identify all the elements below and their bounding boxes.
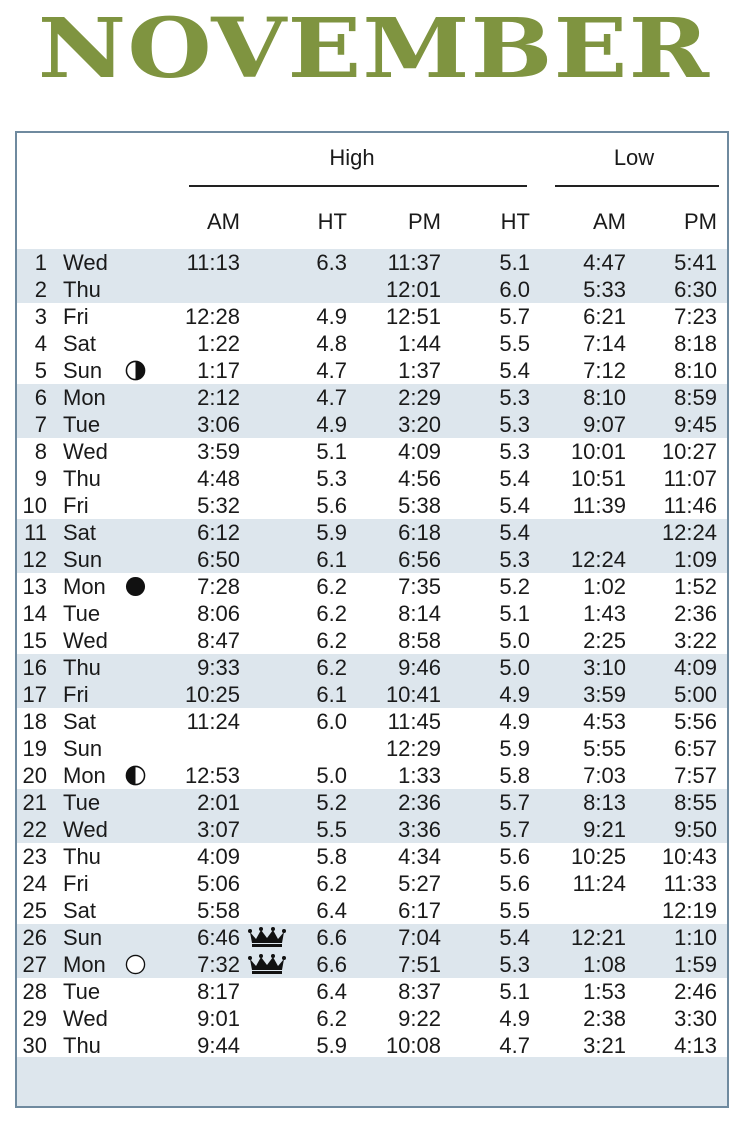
low-pm-time: 9:45 xyxy=(674,412,717,437)
high-am-height: 6.4 xyxy=(316,898,347,923)
day-of-week: Mon xyxy=(63,952,106,977)
table-row xyxy=(17,735,727,762)
day-of-week: Wed xyxy=(63,250,108,275)
col-header-low-pm: PM xyxy=(684,209,717,234)
high-am-time: 3:07 xyxy=(197,817,240,842)
high-am-time: 7:28 xyxy=(197,574,240,599)
low-tide-header: Low xyxy=(613,145,655,170)
high-am-time: 8:06 xyxy=(197,601,240,626)
day-of-week: Thu xyxy=(63,1033,101,1058)
low-pm-time: 4:13 xyxy=(674,1033,717,1058)
day-number: 14 xyxy=(22,601,47,626)
high-am-time: 1:22 xyxy=(197,331,240,356)
low-pm-time: 12:19 xyxy=(661,898,717,923)
table-row xyxy=(17,708,727,735)
high-am-time: 9:01 xyxy=(197,1006,240,1031)
low-pm-time: 9:50 xyxy=(674,817,717,842)
day-of-week: Sat xyxy=(63,331,97,356)
day-number: 25 xyxy=(22,898,47,923)
table-row xyxy=(17,1005,727,1032)
col-header-high-pm-ht: HT xyxy=(500,209,530,234)
day-number: 15 xyxy=(22,628,47,653)
table-row xyxy=(17,627,727,654)
low-pm-time: 6:30 xyxy=(674,277,717,302)
low-pm-time: 10:43 xyxy=(661,844,717,869)
high-pm-time: 4:09 xyxy=(398,439,441,464)
day-of-week: Fri xyxy=(63,871,89,896)
high-am-height: 5.8 xyxy=(316,844,347,869)
high-pm-time: 7:35 xyxy=(398,574,441,599)
table-row xyxy=(17,519,727,546)
high-pm-height: 5.7 xyxy=(499,817,530,842)
high-am-height: 5.1 xyxy=(316,439,347,464)
high-am-time: 5:32 xyxy=(197,493,240,518)
table-row xyxy=(17,816,727,843)
low-pm-time: 7:23 xyxy=(674,304,717,329)
high-am-height: 6.0 xyxy=(316,709,347,734)
table-row xyxy=(17,249,727,276)
table-row xyxy=(17,870,727,897)
day-of-week: Sun xyxy=(63,547,103,572)
low-am-time: 7:12 xyxy=(583,358,626,383)
day-of-week: Fri xyxy=(63,493,89,518)
low-am-time: 7:14 xyxy=(583,331,626,356)
day-of-week: Sat xyxy=(63,898,97,923)
first-quarter-moon-icon xyxy=(125,765,146,786)
high-am-height: 6.2 xyxy=(316,574,347,599)
table-row xyxy=(17,978,727,1005)
day-number: 23 xyxy=(22,844,47,869)
high-pm-time: 6:17 xyxy=(398,898,441,923)
table-row xyxy=(17,411,727,438)
high-am-height: 4.7 xyxy=(316,358,347,383)
day-of-week: Wed xyxy=(63,817,108,842)
high-pm-height: 5.4 xyxy=(499,493,530,518)
high-pm-height: 5.7 xyxy=(499,790,530,815)
high-am-height: 5.9 xyxy=(316,520,347,545)
table-row xyxy=(17,897,727,924)
high-am-height: 4.9 xyxy=(316,304,347,329)
high-pm-height: 5.3 xyxy=(499,385,530,410)
low-am-time: 3:10 xyxy=(583,655,626,680)
day-of-week: Mon xyxy=(63,574,106,599)
high-am-time: 8:17 xyxy=(197,979,240,1004)
table-row xyxy=(17,330,727,357)
high-am-height: 5.9 xyxy=(316,1033,347,1058)
high-pm-height: 4.9 xyxy=(499,1006,530,1031)
day-number: 2 xyxy=(34,277,47,302)
day-number: 10 xyxy=(22,493,47,518)
high-tide-header: High xyxy=(329,145,375,170)
day-number: 8 xyxy=(34,439,47,464)
high-pm-time: 8:14 xyxy=(398,601,441,626)
day-of-week: Mon xyxy=(63,385,106,410)
table-row xyxy=(17,546,727,573)
high-pm-height: 5.4 xyxy=(499,466,530,491)
crown-icon xyxy=(247,926,287,948)
high-pm-height: 5.0 xyxy=(499,655,530,680)
low-pm-time: 1:09 xyxy=(674,547,717,572)
high-header-rule xyxy=(189,185,527,187)
day-number: 27 xyxy=(22,952,47,977)
day-of-week: Thu xyxy=(63,277,101,302)
high-am-height: 6.2 xyxy=(316,655,347,680)
low-pm-time: 11:33 xyxy=(663,871,717,896)
high-am-height: 4.7 xyxy=(316,385,347,410)
day-of-week: Sun xyxy=(63,925,103,950)
day-number: 26 xyxy=(22,925,47,950)
table-row xyxy=(17,654,727,681)
high-pm-time: 4:56 xyxy=(398,466,441,491)
table-row xyxy=(17,843,727,870)
crown-icon xyxy=(247,953,287,975)
tide-table-body xyxy=(17,133,727,1057)
day-number: 12 xyxy=(22,547,47,572)
high-am-height: 5.0 xyxy=(316,763,347,788)
day-number: 19 xyxy=(22,736,47,761)
low-pm-time: 11:46 xyxy=(663,493,717,518)
high-pm-time: 7:51 xyxy=(398,952,441,977)
day-of-week: Fri xyxy=(63,682,89,707)
high-am-height: 6.3 xyxy=(316,250,347,275)
high-am-height: 6.6 xyxy=(316,925,347,950)
day-of-week: Tue xyxy=(63,412,101,437)
high-pm-time: 7:04 xyxy=(398,925,441,950)
day-number: 29 xyxy=(22,1006,47,1031)
high-am-height: 6.1 xyxy=(316,682,347,707)
day-of-week: Thu xyxy=(63,466,101,491)
high-am-time: 4:09 xyxy=(197,844,240,869)
high-am-time: 4:48 xyxy=(197,466,240,491)
high-pm-time: 12:01 xyxy=(385,277,441,302)
high-pm-height: 4.9 xyxy=(499,709,530,734)
high-am-time: 2:01 xyxy=(197,790,240,815)
low-am-time: 11:39 xyxy=(572,493,626,518)
low-pm-time: 4:09 xyxy=(674,655,717,680)
high-pm-height: 5.3 xyxy=(499,412,530,437)
low-am-time: 1:08 xyxy=(583,952,626,977)
table-row xyxy=(17,573,727,600)
high-pm-height: 5.4 xyxy=(499,925,530,950)
high-am-time: 11:24 xyxy=(186,709,240,734)
low-pm-time: 7:57 xyxy=(674,763,717,788)
high-pm-height: 5.0 xyxy=(499,628,530,653)
high-am-height: 6.2 xyxy=(316,871,347,896)
new-moon-icon xyxy=(125,576,146,597)
low-am-time: 10:25 xyxy=(570,844,626,869)
day-number: 4 xyxy=(34,331,47,356)
day-of-week: Wed xyxy=(63,439,108,464)
high-pm-time: 1:44 xyxy=(398,331,441,356)
high-pm-height: 5.3 xyxy=(499,547,530,572)
low-am-time: 7:03 xyxy=(583,763,626,788)
low-am-time: 5:33 xyxy=(583,277,626,302)
low-header-rule xyxy=(555,185,719,187)
day-number: 21 xyxy=(22,790,47,815)
page-title: NOVEMBER xyxy=(37,1,711,97)
day-of-week: Tue xyxy=(63,979,101,1004)
high-pm-time: 4:34 xyxy=(398,844,441,869)
high-am-time: 6:12 xyxy=(197,520,240,545)
high-pm-height: 5.5 xyxy=(499,898,530,923)
low-am-time: 3:59 xyxy=(583,682,626,707)
high-am-height: 6.6 xyxy=(316,952,347,977)
high-pm-time: 6:56 xyxy=(398,547,441,572)
high-pm-time: 5:27 xyxy=(398,871,441,896)
high-pm-time: 8:58 xyxy=(398,628,441,653)
col-header-high-pm: PM xyxy=(408,209,441,234)
high-pm-time: 1:37 xyxy=(398,358,441,383)
day-of-week: Sat xyxy=(63,709,97,734)
high-am-time: 7:32 xyxy=(197,952,240,977)
low-am-time: 10:51 xyxy=(570,466,626,491)
low-am-time: 12:21 xyxy=(570,925,626,950)
day-of-week: Sat xyxy=(63,520,97,545)
table-row xyxy=(17,681,727,708)
high-pm-height: 5.9 xyxy=(499,736,530,761)
high-am-time: 8:47 xyxy=(197,628,240,653)
col-header-high-am-ht: HT xyxy=(317,209,347,234)
low-am-time: 2:38 xyxy=(583,1006,626,1031)
high-pm-time: 6:18 xyxy=(398,520,441,545)
high-am-time: 1:17 xyxy=(197,358,240,383)
high-am-time: 6:46 xyxy=(197,925,240,950)
day-number: 30 xyxy=(22,1033,47,1058)
high-pm-height: 4.7 xyxy=(499,1033,530,1058)
high-am-time: 3:59 xyxy=(197,439,240,464)
low-pm-time: 2:46 xyxy=(674,979,717,1004)
low-pm-time: 8:59 xyxy=(674,385,717,410)
high-pm-time: 10:08 xyxy=(385,1033,441,1058)
high-pm-height: 5.4 xyxy=(499,358,530,383)
low-am-time: 3:21 xyxy=(583,1033,626,1058)
high-am-height: 6.2 xyxy=(316,601,347,626)
low-pm-time: 8:10 xyxy=(674,358,717,383)
high-am-height: 5.6 xyxy=(316,493,347,518)
low-am-time: 1:02 xyxy=(583,574,626,599)
table-row xyxy=(17,600,727,627)
low-am-time: 9:07 xyxy=(583,412,626,437)
day-of-week: Sun xyxy=(63,358,103,383)
low-am-time: 1:53 xyxy=(583,979,626,1004)
high-am-time: 3:06 xyxy=(197,412,240,437)
high-pm-time: 9:46 xyxy=(398,655,441,680)
table-row xyxy=(17,762,727,789)
high-am-time: 9:33 xyxy=(197,655,240,680)
low-am-time: 1:43 xyxy=(583,601,626,626)
high-pm-height: 5.1 xyxy=(499,601,530,626)
low-pm-time: 10:27 xyxy=(661,439,717,464)
low-am-time: 12:24 xyxy=(570,547,626,572)
low-pm-time: 1:10 xyxy=(674,925,717,950)
day-number: 9 xyxy=(34,466,47,491)
high-am-height: 5.5 xyxy=(316,817,347,842)
day-of-week: Fri xyxy=(63,304,89,329)
low-pm-time: 3:30 xyxy=(674,1006,717,1031)
low-pm-time: 2:36 xyxy=(674,601,717,626)
high-am-height: 6.1 xyxy=(316,547,347,572)
day-of-week: Mon xyxy=(63,763,106,788)
day-number: 7 xyxy=(34,412,47,437)
day-of-week: Sun xyxy=(63,736,103,761)
table-row xyxy=(17,438,727,465)
day-number: 28 xyxy=(22,979,47,1004)
low-am-time: 4:53 xyxy=(583,709,626,734)
low-pm-time: 8:55 xyxy=(674,790,717,815)
last-quarter-moon-icon xyxy=(125,360,146,381)
table-row xyxy=(17,789,727,816)
high-pm-height: 5.3 xyxy=(499,439,530,464)
high-pm-time: 2:29 xyxy=(398,385,441,410)
high-pm-height: 5.6 xyxy=(499,844,530,869)
high-pm-time: 9:22 xyxy=(398,1006,441,1031)
table-row xyxy=(17,276,727,303)
low-pm-time: 5:41 xyxy=(674,250,717,275)
high-am-time: 5:58 xyxy=(197,898,240,923)
low-pm-time: 11:07 xyxy=(663,466,717,491)
high-am-time: 12:53 xyxy=(184,763,240,788)
high-am-time: 5:06 xyxy=(197,871,240,896)
day-number: 18 xyxy=(22,709,47,734)
full-moon-icon xyxy=(125,954,146,975)
high-pm-time: 12:51 xyxy=(385,304,441,329)
table-row xyxy=(17,384,727,411)
day-number: 16 xyxy=(22,655,47,680)
low-am-time: 8:10 xyxy=(583,385,626,410)
table-row xyxy=(17,465,727,492)
col-header-high-am: AM xyxy=(207,209,240,234)
day-number: 11 xyxy=(24,520,47,545)
high-pm-height: 5.4 xyxy=(499,520,530,545)
low-am-time: 2:25 xyxy=(583,628,626,653)
low-pm-time: 1:52 xyxy=(674,574,717,599)
low-pm-time: 8:18 xyxy=(674,331,717,356)
tide-table xyxy=(15,131,729,1108)
day-of-week: Wed xyxy=(63,628,108,653)
high-am-time: 9:44 xyxy=(197,1033,240,1058)
table-row xyxy=(17,924,727,951)
high-pm-time: 5:38 xyxy=(398,493,441,518)
high-pm-time: 3:36 xyxy=(398,817,441,842)
low-pm-time: 5:56 xyxy=(674,709,717,734)
low-am-time: 6:21 xyxy=(583,304,626,329)
high-am-height: 6.2 xyxy=(316,628,347,653)
high-pm-height: 5.7 xyxy=(499,304,530,329)
high-pm-height: 5.5 xyxy=(499,331,530,356)
high-pm-height: 4.9 xyxy=(499,682,530,707)
high-am-height: 4.8 xyxy=(316,331,347,356)
high-pm-time: 11:37 xyxy=(387,250,441,275)
low-am-time: 4:47 xyxy=(583,250,626,275)
low-am-time: 8:13 xyxy=(583,790,626,815)
high-pm-time: 1:33 xyxy=(398,763,441,788)
high-pm-height: 5.3 xyxy=(499,952,530,977)
day-number: 24 xyxy=(22,871,47,896)
low-pm-time: 12:24 xyxy=(661,520,717,545)
day-number: 20 xyxy=(22,763,47,788)
high-am-time: 12:28 xyxy=(184,304,240,329)
high-am-time: 2:12 xyxy=(197,385,240,410)
high-pm-time: 11:45 xyxy=(387,709,441,734)
high-am-time: 6:50 xyxy=(197,547,240,572)
high-am-height: 6.2 xyxy=(316,1006,347,1031)
high-am-height: 5.3 xyxy=(316,466,347,491)
low-pm-time: 1:59 xyxy=(674,952,717,977)
day-of-week: Tue xyxy=(63,790,101,815)
high-am-height: 6.4 xyxy=(316,979,347,1004)
low-am-time: 10:01 xyxy=(570,439,626,464)
day-of-week: Thu xyxy=(63,844,101,869)
table-row xyxy=(17,1032,727,1059)
day-number: 22 xyxy=(22,817,47,842)
day-number: 3 xyxy=(34,304,47,329)
day-number: 6 xyxy=(34,385,47,410)
table-row xyxy=(17,492,727,519)
high-am-time: 10:25 xyxy=(184,682,240,707)
day-of-week: Tue xyxy=(63,601,101,626)
table-row xyxy=(17,303,727,330)
high-pm-height: 5.8 xyxy=(499,763,530,788)
col-header-low-am: AM xyxy=(593,209,626,234)
high-am-time: 11:13 xyxy=(186,250,240,275)
high-pm-time: 8:37 xyxy=(398,979,441,1004)
high-pm-time: 12:29 xyxy=(385,736,441,761)
low-am-time: 9:21 xyxy=(583,817,626,842)
low-pm-time: 3:22 xyxy=(674,628,717,653)
high-pm-time: 3:20 xyxy=(398,412,441,437)
day-number: 17 xyxy=(22,682,47,707)
day-number: 1 xyxy=(34,250,47,275)
high-am-height: 4.9 xyxy=(316,412,347,437)
high-pm-height: 5.1 xyxy=(499,979,530,1004)
table-row xyxy=(17,951,727,978)
table-row xyxy=(17,357,727,384)
low-am-time: 11:24 xyxy=(572,871,626,896)
day-number: 13 xyxy=(22,574,47,599)
high-pm-height: 6.0 xyxy=(499,277,530,302)
day-number: 5 xyxy=(34,358,47,383)
high-pm-height: 5.2 xyxy=(499,574,530,599)
high-pm-time: 2:36 xyxy=(398,790,441,815)
day-of-week: Wed xyxy=(63,1006,108,1031)
low-am-time: 5:55 xyxy=(583,736,626,761)
low-pm-time: 6:57 xyxy=(674,736,717,761)
low-pm-time: 5:00 xyxy=(674,682,717,707)
high-am-height: 5.2 xyxy=(316,790,347,815)
day-of-week: Thu xyxy=(63,655,101,680)
high-pm-height: 5.6 xyxy=(499,871,530,896)
high-pm-height: 5.1 xyxy=(499,250,530,275)
high-pm-time: 10:41 xyxy=(385,682,441,707)
